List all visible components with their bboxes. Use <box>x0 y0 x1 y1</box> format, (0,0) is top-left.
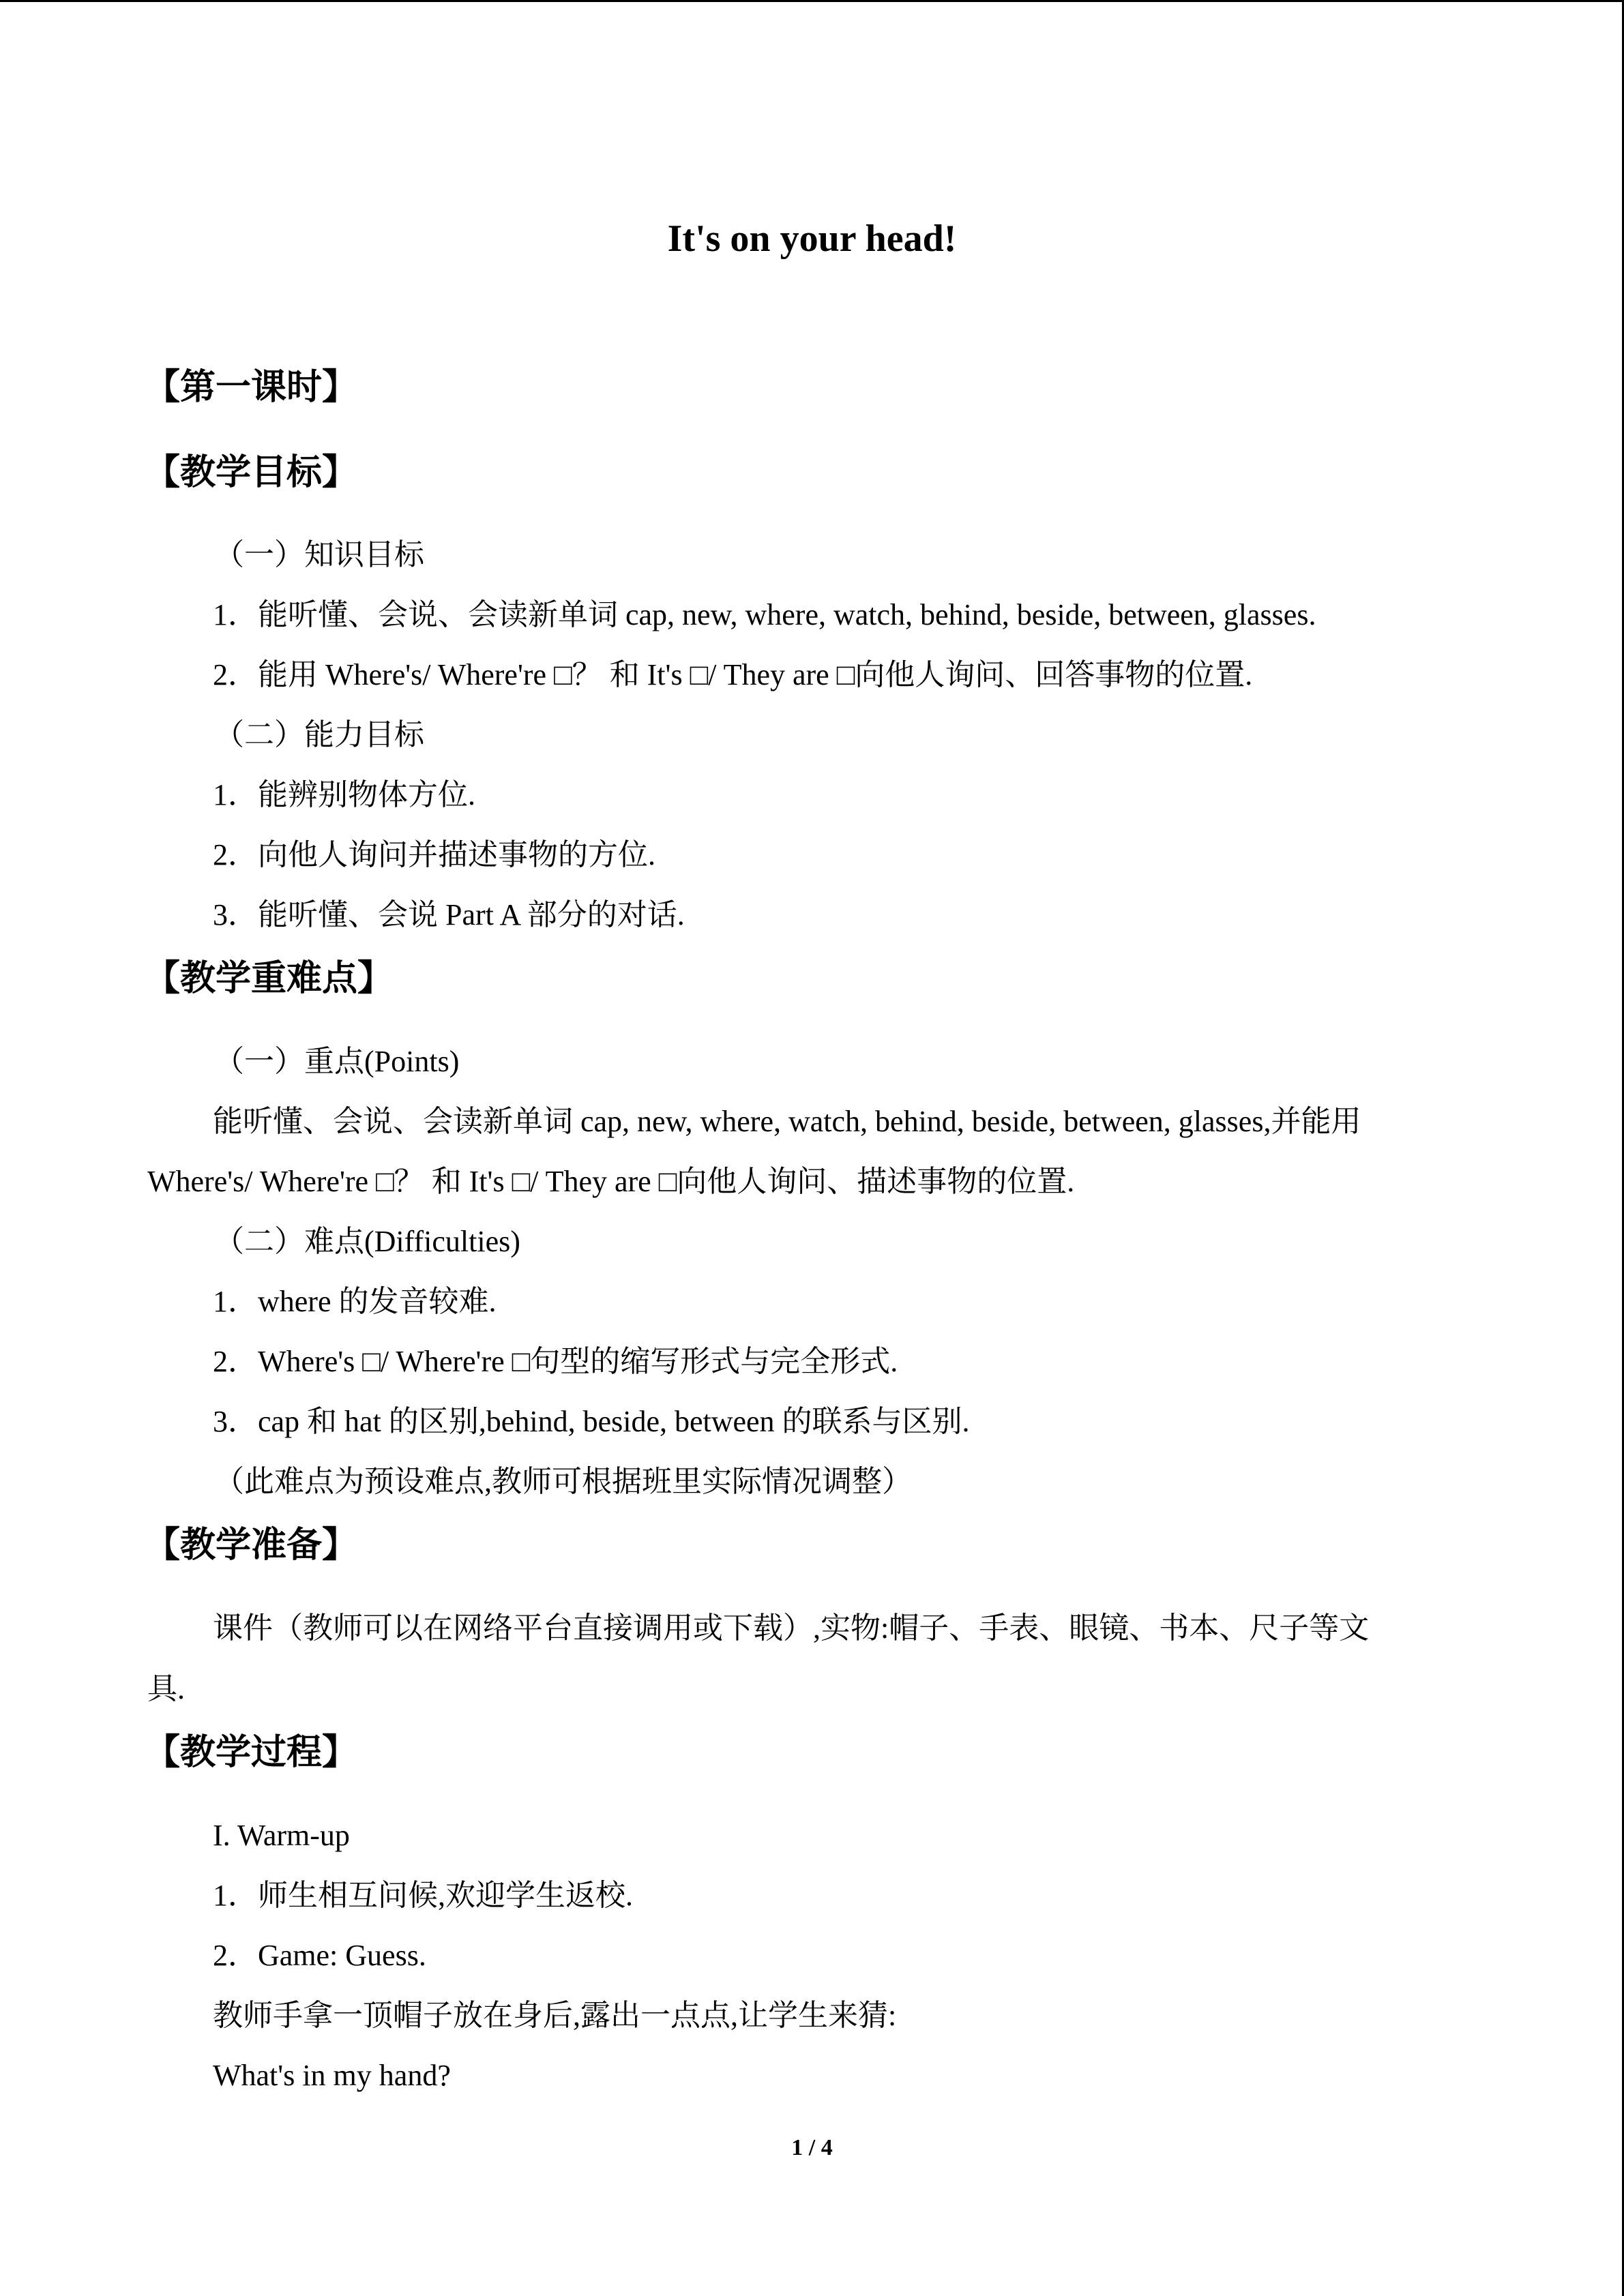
ability-objective-1: 1．能辨别物体方位. <box>213 778 475 811</box>
process-step-2: 2．Game: Guess. <box>213 1939 426 1972</box>
heading-preparation: 【教学准备】 <box>145 1525 358 1566</box>
difficulty-2: 2．Where's □/ Where're □句型的缩写形式与完全形式. <box>213 1345 898 1378</box>
heading-lesson: 【第一课时】 <box>145 367 358 408</box>
preparation-line-2: 具. <box>147 1672 185 1705</box>
preparation-line-1: 课件（教师可以在网络平台直接调用或下载）,实物:帽子、手表、眼镜、书本、尺子等文 <box>213 1611 1370 1645</box>
ability-objectives-label: （二）能力目标 <box>214 718 424 751</box>
ability-objective-2: 2．向他人询问并描述事物的方位. <box>213 838 655 871</box>
process-step-1: 1．师生相互问候,欢迎学生返校. <box>213 1879 633 1912</box>
heading-process: 【教学过程】 <box>145 1732 358 1773</box>
document-title: It's on your head! <box>667 218 957 260</box>
page-number: 1 / 4 <box>791 2135 833 2160</box>
process-step-4: What's in my hand? <box>213 2059 451 2092</box>
difficulty-note: （此难点为预设难点,教师可根据班里实际情况调整） <box>214 1465 912 1498</box>
points-line-2: Where's/ Where're □？ 和 It's □/ They are □向他人询问、描述事物的位置. <box>147 1165 1075 1198</box>
difficulty-3: 3．cap 和 hat 的区别,behind, beside, between 的联系与区别. <box>213 1405 970 1438</box>
heading-objectives: 【教学目标】 <box>145 452 358 493</box>
difficulties-label: （二）难点(Difficulties) <box>214 1225 520 1258</box>
points-label: （一）重点(Points) <box>214 1045 460 1078</box>
knowledge-objective-1: 1．能听懂、会说、会读新单词 cap, new, where, watch, behind, beside, between, glasses. <box>213 598 1316 631</box>
process-step-3: 教师手拿一顶帽子放在身后,露出一点点,让学生来猜: <box>213 1999 897 2032</box>
ability-objective-3: 3．能听懂、会说 Part A 部分的对话. <box>213 898 685 931</box>
points-line-1: 能听懂、会说、会读新单词 cap, new, where, watch, behind, beside, between, glasses,并能用 <box>213 1105 1361 1138</box>
knowledge-objectives-label: （一）知识目标 <box>214 538 424 571</box>
process-warmup: I. Warm-up <box>213 1819 350 1852</box>
knowledge-objective-2: 2．能用 Where's/ Where're □？ 和 It's □/ They are □向他人询问、回答事物的位置. <box>213 658 1253 691</box>
heading-key-points: 【教学重难点】 <box>145 958 394 999</box>
difficulty-1: 1．where 的发音较难. <box>213 1285 497 1318</box>
